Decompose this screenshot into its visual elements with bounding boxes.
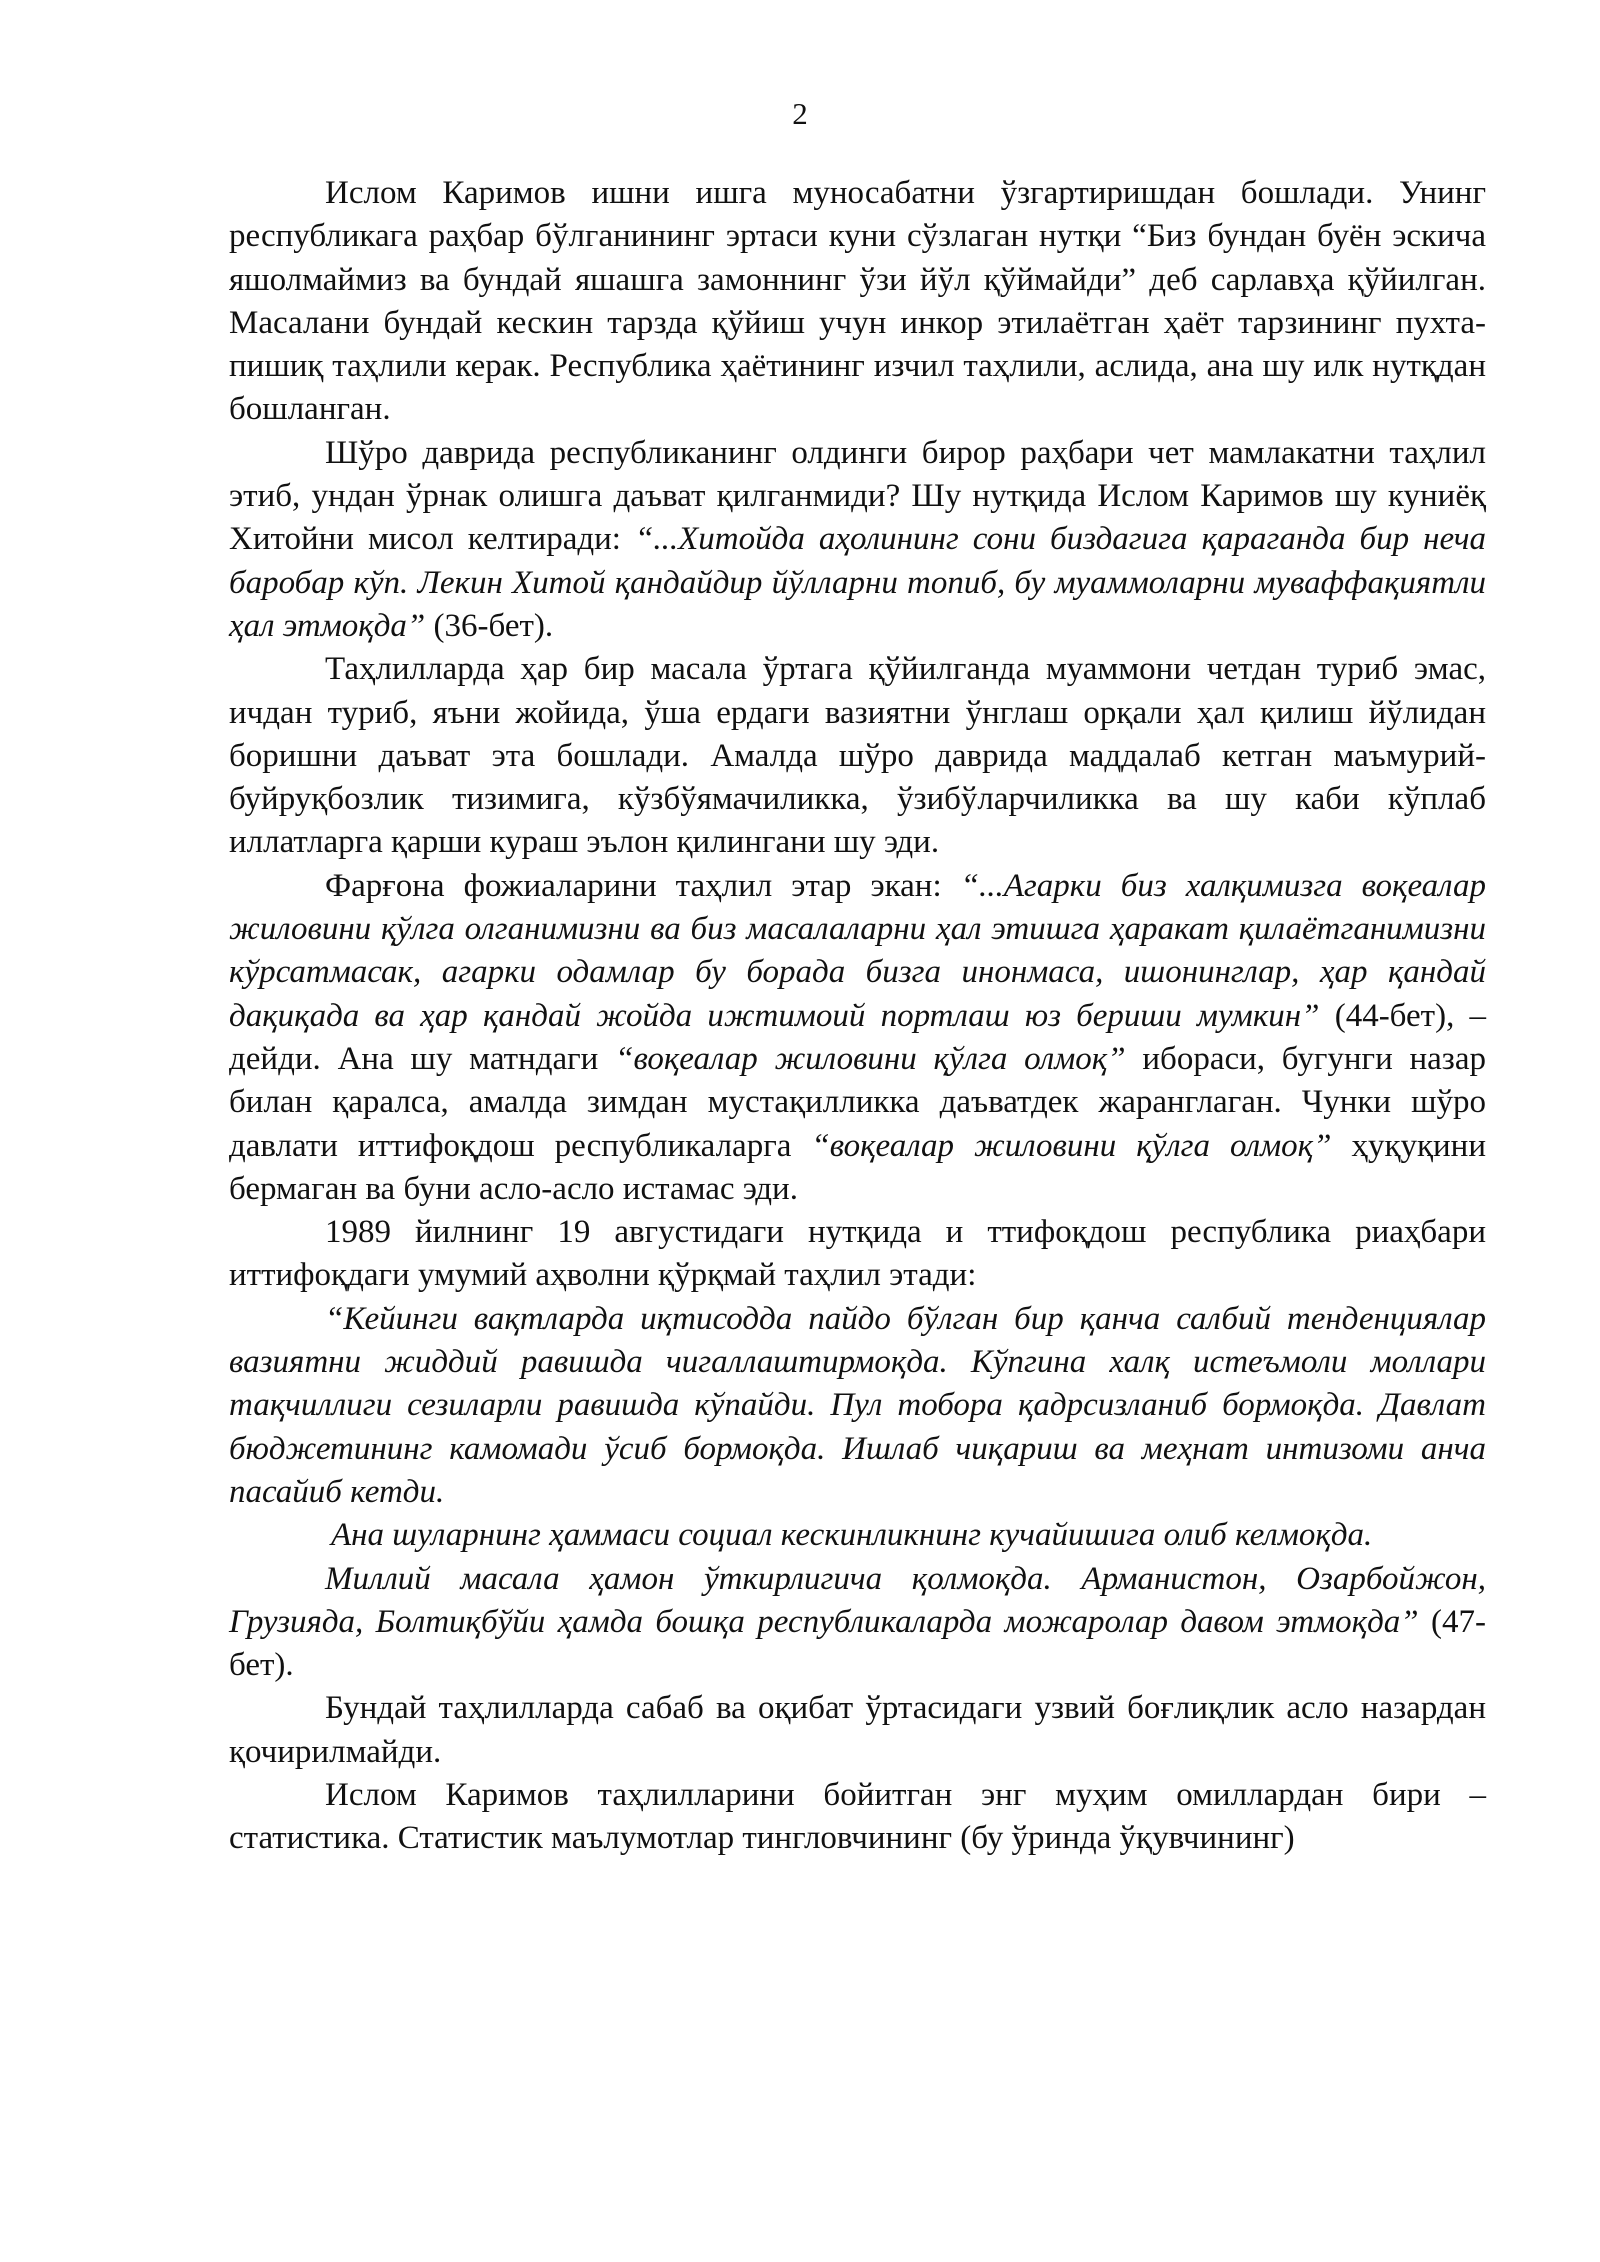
- quote-paragraph-3: [229, 1558, 1486, 1688]
- quote-paragraph-2: Ана шуларнинг ҳаммаси социал кескинликнинг кучайишига олиб келмоқда.: [331, 1517, 1373, 1554]
- paragraph-9: Бундай таҳлилларда сабаб ва оқибат ўртасидаги узвий боғлиқлик асло назардан қочирилмайди.: [229, 1690, 1486, 1770]
- paragraph-4-quote-1: “...Агарки биз халқимизга воқеалар жиловини қўлга олганимизни ва биз масалаларни ҳал этишга ҳаракат қилаётганимизни кўрсатмасак, агарки одамлар бу борада бизга инонмаса, ишонинглар, ҳар қандай дақиқада ва ҳар қандай жойда ижтимоий портлаш юз бериши мумкин”: [229, 867, 1486, 1034]
- paragraph-4: [229, 865, 1486, 1211]
- paragraph-10: Ислом Каримов таҳлилларини бойитган энг муҳим омиллардан бири – статистика. Статистик маълумотлар тингловчининг (бу ўринда ўқувчининг): [229, 1776, 1486, 1857]
- paragraph-2-citation: (36-бет).: [425, 607, 554, 644]
- paragraph-5: 1989 йилнинг 19 августидаги нутқида и ттифоқдош республика риаҳбари иттифоқдаги умумий аҳволни қўрқмай таҳлил этади:: [229, 1214, 1486, 1294]
- paragraph-3: Таҳлилларда ҳар бир масала ўртага қўйилганда муаммони четдан туриб эмас, ичдан туриб, яъни жойида, ўша ердаги вазиятни ўнглаш орқали ҳал қилиш йўлидан боришни даъват эта бошлади. Амалда шўро даврида маддалаб кетган маъмурий-буйруқбозлик тизимига, кўзбўямачиликка, ўзибўларчиликка ва шу каби кўплаб иллатларга қарши кураш эълон қилингани шу эди.: [229, 651, 1486, 861]
- document-body: [229, 172, 1486, 1861]
- paragraph-4-text-a: Фарғона фожиаларини таҳлил этар экан:: [325, 867, 961, 904]
- paragraph-4-text-c: ибораси, бугунги назар билан қаралса, амалда зимдан мустақилликка даъватдек жаранглаган. Чунки шўро давлати иттифоқдош республикаларга: [229, 1040, 1486, 1164]
- paragraph-2: [229, 432, 1486, 648]
- quote-paragraph-3-citation: (47-бет).: [229, 1603, 1487, 1684]
- paragraph-4-quote-2: “воқеалар жиловини қўлга олмоқ”: [615, 1040, 1126, 1077]
- paragraph-2-text: Шўро даврида республиканинг олдинги бирор раҳбари чет мамлакатни таҳлил этиб, ундан ўрнак олишга даъват қилганмиди? Шу нутқида Ислом Каримов шу куниёқ Хитойни мисол келтиради:: [229, 434, 1486, 558]
- paragraph-4-quote-3: “воқеалар жиловини қўлга олмоқ”: [811, 1127, 1332, 1164]
- quote-paragraph-3-text: Миллий масала ҳамон ўткирлигича қолмоқда. Арманистон, Озарбойжон, Грузияда, Болтиқбўйи ҳамда бошқа республикаларда можаролар давом этмоқда”: [229, 1560, 1486, 1640]
- quote-paragraph-1: “Кейинги вақтларда иқтисодда пайдо бўлган бир қанча салбий тенденциялар вазиятни жиддий равишда чигаллаштирмоқда. Кўпгина халқ истеъмоли моллари тақчиллиги сезиларли равишда кўпайди. Пул тобора қадрсизланиб бормоқда. Давлат бюджетининг камомади ўсиб бормоқда. Ишлаб чиқариш ва меҳнат интизоми анча пасайиб кетди.: [229, 1300, 1486, 1510]
- paragraph-4-text-d: ҳуқуқини бермаган ва буни асло-асло истамас эди.: [229, 1127, 1486, 1207]
- paragraph-2-quote: “...Хитойда аҳолининг сони биздагига қараганда бир неча баробар кўп. Лекин Хитой қандайдир йўлларни топиб, бу муаммоларни муваффақиятли ҳал этмоқда”: [229, 521, 1487, 644]
- paragraph-4-text-b: (44-бет), – дейди. Ана шу матндаги: [229, 997, 1486, 1077]
- page-number: 2: [792, 96, 808, 131]
- paragraph-1: Ислом Каримов ишни ишга муносабатни ўзгартиришдан бошлади. Унинг республикага раҳбар бўлганининг эртаси куни сўзлаган нутқи “Биз бундан буён эскича яшолмаймиз ва бундай яшашга замоннинг ўзи йўл қўймайди” деб сарлавҳа қўйилган. Масалани бундай кескин тарзда қўйиш учун инкор этилаётган ҳаёт тарзининг пухта-пишиқ таҳлили керак. Республика ҳаётининг изчил таҳлили, аслида, ана шу илк нутқдан бошланган.: [229, 175, 1486, 428]
